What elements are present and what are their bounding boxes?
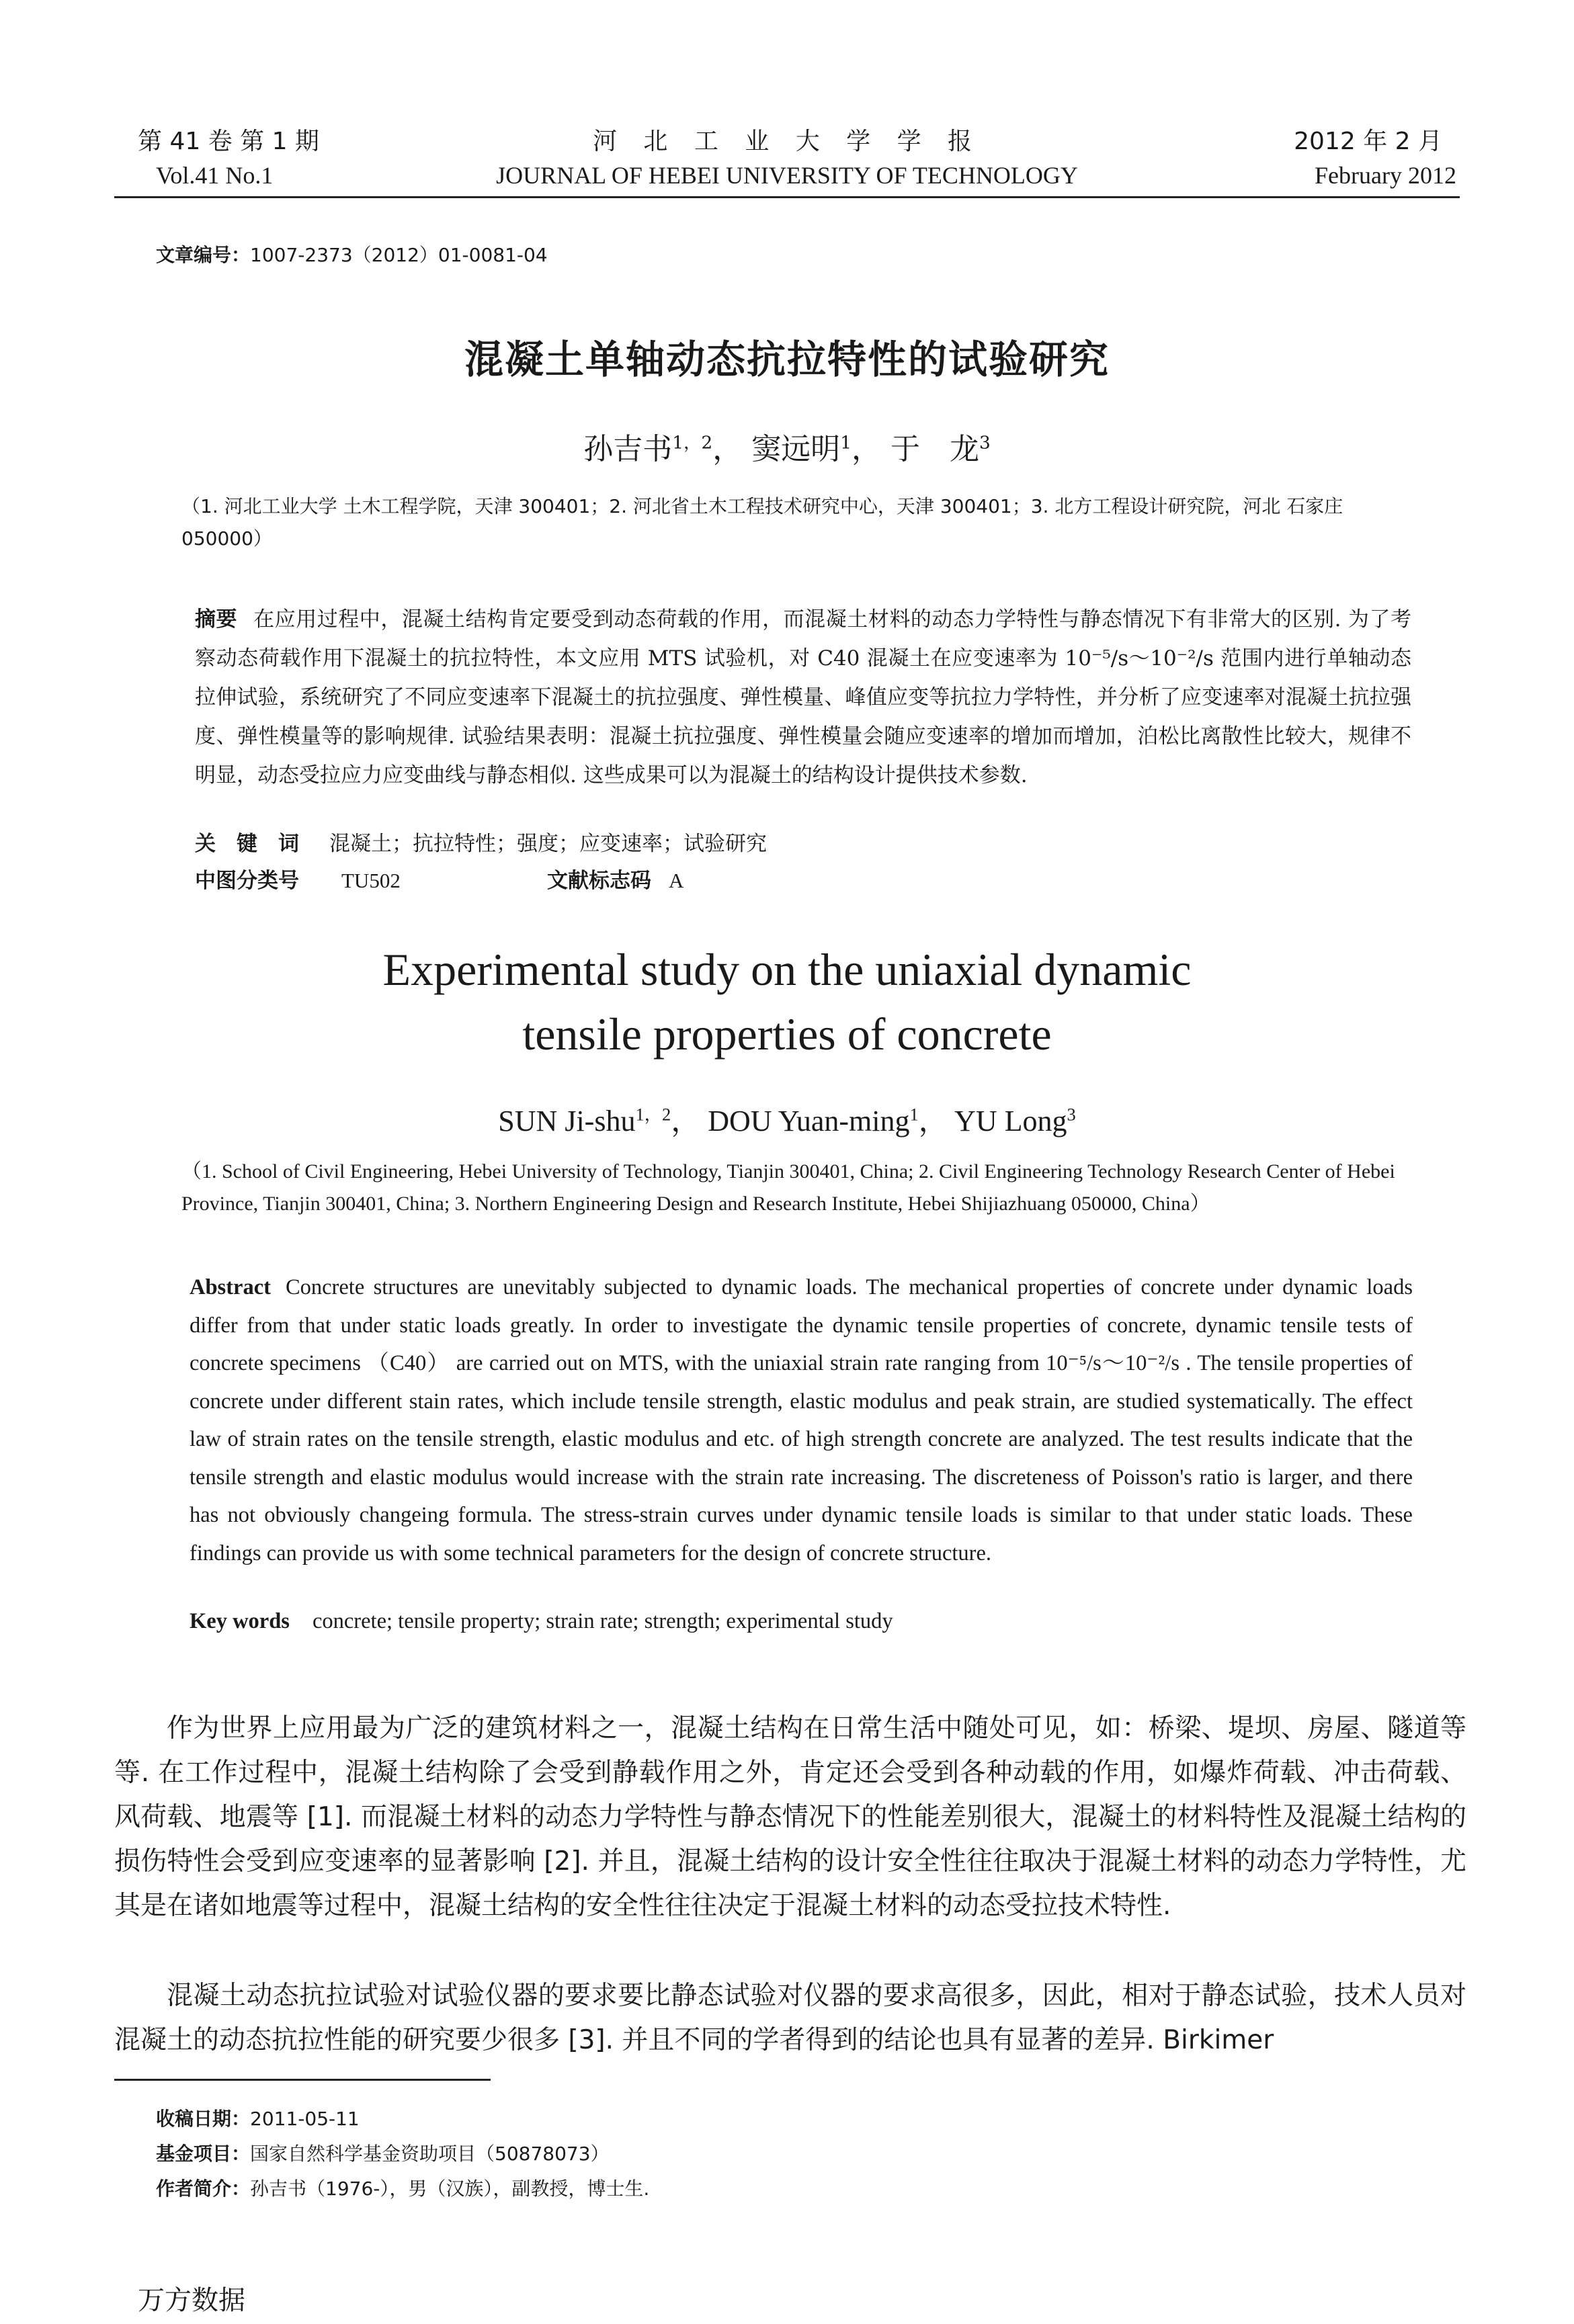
- abstract-en: [190, 1268, 1413, 1572]
- article-number: [156, 241, 548, 267]
- volume-issue-cn: 第 41 卷 第 1 期: [138, 128, 319, 155]
- keywords-en-text: concrete; tensile property; strain rate; strength; experimental study: [312, 1609, 893, 1633]
- footnotes: [156, 2102, 649, 2206]
- author-cn-2: 窦远明$^1$，: [751, 432, 881, 466]
- title-en: [0, 937, 1574, 1066]
- watermark-text: 万方数据: [138, 2285, 245, 2316]
- author-en-2: DOU Yuan-ming$^1$，: [708, 1104, 948, 1137]
- affiliations-cn: （1. 河北工业大学 土木工程学院，天津 300401；2. 河北省土木工程技术研究中心，天津 300401；3. 北方工程设计研究院，河北 石家庄 050000）: [181, 495, 1343, 550]
- abstract-en-text: Concrete structures are unevitably subjected to dynamic loads. The mechanical properties of concrete under dynamic loads differ from that under static loads greatly. In order to investigate the dynamic tensile properties of concrete, dynamic tensile tests of concrete specimens （C40） are carried out on MTS, with the uniaxial strain rate ranging from 10⁻⁵/s～10⁻²/s . The tensile properties of concrete under different stain rates, which include tensile strength, elastic modulus and peak strain, are studied systematically. The effect law of strain rates on the tensile strength, elastic modulus and etc. of high strength concrete are analyzed. The test results indicate that the tensile strength and elastic modulus would increase with the strain rate increasing. The discreteness of Poisson's ratio is larger, and there has not obviously changeing formula. The stress-strain curves under dynamic tensile loads is similar to that under static loads. These findings can provide us with some technical parameters for the design of concrete structure.: [190, 1275, 1413, 1565]
- authors-cn: [0, 425, 1574, 468]
- title-cn: 混凝土单轴动态抗拉特性的试验研究: [464, 337, 1110, 382]
- footnote-author-bio: 作者简介：孙吉书（1976-），男（汉族），副教授，博士生.: [156, 2178, 650, 2200]
- clc-label: 中图分类号: [195, 869, 299, 893]
- journal-title-en: JOURNAL OF HEBEI UNIVERSITY OF TECHNOLOGY: [496, 162, 1078, 189]
- header-rule: [114, 196, 1460, 198]
- doc-code-value: A: [669, 869, 684, 892]
- abstract-cn: [195, 600, 1411, 795]
- issue-date-en: February 2012: [1315, 162, 1456, 189]
- author-en-1: SUN Ji-shu$^{1,2}$，: [498, 1104, 701, 1137]
- issue-date-cn: 2012 年 2 月: [1294, 128, 1442, 155]
- title-en-line-2: tensile properties of concrete: [522, 1008, 1052, 1060]
- abstract-cn-text: 在应用过程中，混凝土结构肯定要受到动态荷载的作用，而混凝土材料的动态力学特性与静态情况下有非常大的区别. 为了考察动态荷载作用下混凝土的抗拉特性，本文应用 MTS 试验机，对 C40 混凝土在应变速率为 10⁻⁵/s～10⁻²/s 范围内进行单轴动态拉伸试验，系统研究了不同应变速率下混凝土的抗拉强度、弹性模量、峰值应变等抗拉力学特性，并分析了应变速率对混凝土抗拉强度、弹性模量等的影响规律. 试验结果表明：混凝土抗拉强度、弹性模量会随应变速率的增加而增加，泊松比离散性比较大，规律不明显，动态受拉应力应变曲线与静态相似. 这些成果可以为混凝土的结构设计提供技术参数.: [195, 607, 1412, 787]
- authors-en: [0, 1096, 1574, 1139]
- footnote-rule: [114, 2079, 491, 2081]
- title-en-line-1: Experimental study on the uniaxial dynamic: [382, 944, 1192, 995]
- keywords-en: [190, 1609, 893, 1634]
- author-cn-1: 孙吉书$^{1,2}$，: [583, 432, 743, 466]
- clc-value: TU502: [341, 869, 401, 892]
- keywords-en-label: Key words: [190, 1609, 290, 1633]
- body-paragraph-2: 混凝土动态抗拉试验对试验仪器的要求要比静态试验对仪器的要求高很多，因此，相对于静态试验，技术人员对混凝土的动态抗拉性能的研究要少很多 [3]. 并且不同的学者得到的结论也具有显著的差异. Birkimer: [114, 1981, 1466, 2055]
- body-paragraph-1: 作为世界上应用最为广泛的建筑材料之一，混凝土结构在日常生活中随处可见，如：桥梁、堤坝、房屋、隧道等等. 在工作过程中，混凝土结构除了会受到静载作用之外，肯定还会受到各种动载的作用，如爆炸荷载、冲击荷载、风荷载、地震等 [1]. 而混凝土材料的动态力学特性与静态情况下的性能差别很大，混凝土的材料特性及混凝土结构的损伤特性会受到应变速率的显著影响 [2]. 并且，混凝土结构的设计安全性往往取决于混凝土材料的动态力学特性，尤其是在诸如地震等过程中，混凝土结构的安全性往往决定于混凝土材料的动态受拉技术特性.: [114, 1713, 1466, 1921]
- article-number-value: 1007-2373（2012）01-0081-04: [250, 244, 548, 266]
- classification-line: [195, 863, 684, 898]
- author-cn-3: 于 龙$^3$: [890, 432, 991, 466]
- doc-code-label: 文献标志码: [547, 869, 651, 893]
- journal-title-cn: 河 北 工 业 大 学 学 报: [592, 128, 982, 155]
- footnote-funding: 基金项目：国家自然科学基金资助项目（50878073）: [156, 2143, 610, 2165]
- affiliations-en: （1. School of Civil Engineering, Hebei University of Technology, Tianjin 300401, China; 2. Civil Engineering Technology Research Center of Hebei Province, Tianjin 300401, China; 3. Northern Engineering Design and Research Institute, Hebei Shijiazhuang 050000, China）: [181, 1160, 1395, 1215]
- abstract-en-label: Abstract: [190, 1275, 271, 1299]
- keywords-cn-text: 混凝土；抗拉特性；强度；应变速率；试验研究: [329, 832, 767, 856]
- article-number-label: 文章编号：: [156, 244, 251, 266]
- abstract-cn-label: 摘要: [195, 607, 238, 632]
- author-en-3: YU Long$^3$: [954, 1104, 1076, 1137]
- footnote-received: 收稿日期：2011-05-11: [156, 2108, 360, 2130]
- keywords-cn-label: 关 键 词: [195, 832, 299, 856]
- keywords-cn: [195, 826, 767, 861]
- volume-issue-en: Vol.41 No.1: [156, 162, 274, 189]
